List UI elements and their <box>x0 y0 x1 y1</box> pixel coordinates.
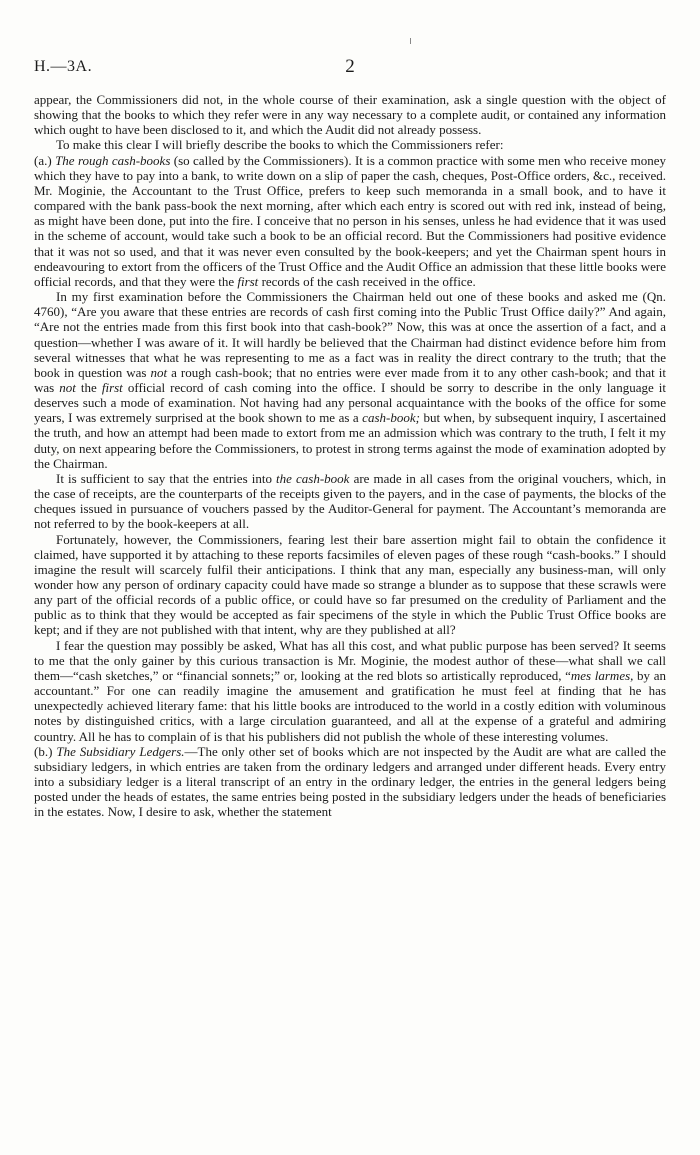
italic-text: first <box>237 273 259 289</box>
text-run: but when, by subsequent inquiry, I ascertained the truth, and how an attempt had been made to extort from me an admission which was contrary to the truth, I felt it my duty, on next appearing before the Commissioners, to protest in strong terms against the mode of examination adopted by the Chairman. <box>34 410 666 471</box>
paragraph <box>34 153 666 289</box>
text-run: Fortunately, however, the Commissioners, fearing lest their bare assertion might fail to obtain the confidence it claimed, have supported it by attaching to these reports facsimiles of eleven pages of these rough “cash-books.” I should imagine the result will scarcely fulfil their anticipations. I think that any man, especially any business-man, will only wonder how any person of ordinary capacity could have made so strange a blunder as to suppose that these scrawls were any part of the official records of a public office, or could have so far presumed on the credulity of Parliament and the public as to think that they would be accepted as fair specimens of the style in which the Public Trust Office books are kept; and if they are not published with that intent, why are they published at all? <box>34 531 666 638</box>
text-run: —The only other set of books which are not inspected by the Audit are what are called the subsidiary ledgers, in which entries are taken from the ordinary ledgers and arranged under different heads. Every entry into a subsidiary ledger is a literal transcript of an entry in the ordinary ledger, the entries in the general ledgers being posted under the heads of estates, the same entries being posted in the subsidiary ledgers under the heads of beneficiaries in the estates. Now, I desire to ask, whether the statement <box>34 743 666 820</box>
italic-text: not <box>59 379 76 395</box>
italic-text: not <box>150 364 168 380</box>
paragraph <box>34 744 666 820</box>
text-run: (b.) <box>34 743 57 759</box>
text-run: by an accountant.” For one can readily imagine the amusement and gratification he must feel at finding that he has unexpectedly achieved literary fame: that his little books are introduced to the world in a costly edition with voluminous notes by distinguished critics, with a large circulation guaranteed, and all at the expense of a grateful and admiring country. All he has to complain of is that his publishers did not publish the whole of these interesting volumes. <box>34 667 666 744</box>
text-run: To make this clear I will briefly describe the books to which the Commissioners refer: <box>56 137 504 153</box>
text-run: I fear the question may possibly be asked, What has all this cost, and what public purpose has been served? It seems to me that the only gainer by this curious transaction is Mr. Moginie, the modest author of these—what shall we call them—“cash sketches,” or “financial sonnets;” or, looking at the red blots so artistically reproduced, “ <box>34 637 666 683</box>
italic-text: first <box>101 379 123 395</box>
paragraph <box>34 289 666 471</box>
text-run: (a.) <box>34 152 56 168</box>
text-run: (so called by the Commissioners). It is a common practice with some men who receive money which they have to pay into a bank, to write down on a slip of paper the cash, cheques, Post-Office orders, &c., received. Mr. Moginie, the Accountant to the Trust Office, prefers to keep such memoranda in a small book, and to have it compared with the bank pass-book the next morning, after which each entry is scored out with red ink, instead of being, as might have been done, put into the fire. I conceive that no person in his senses, unless he had evidence that it was used in the scheme of account, would take such a book to be an official record. But the Commissioners had positive evidence that it was not so used, and that it was never even consulted by the book-keepers; and yet the Chairman spent hours in endeavouring to extort from the officers of the Trust Office and the Audit Office an admission that these little books were official records, and that they were the <box>34 152 666 289</box>
paragraph <box>34 638 666 744</box>
page-number: 2 <box>345 56 355 77</box>
italic-text: the cash-book <box>276 470 350 486</box>
paragraph <box>34 471 666 532</box>
document-reference: H.—3A. <box>34 58 93 75</box>
text-run: the <box>75 379 102 395</box>
text-run: appear, the Commissioners did not, in the whole course of their examination, ask a single question with the object of showing that the books to which they refer were in any way necessary to a complete audit, or contained any information which ought to have been disclosed to it, and which the Audit did not already possess. <box>34 92 666 138</box>
scan-mark <box>410 38 411 44</box>
text-run: are made in all cases from the original vouchers, which, in the case of receipts, are the counterparts of the receipts given to the payers, and in the case of payments, the blocks of the cheques issued in pursuance of vouchers passed by the Auditor-General for payment. The Accountant’s memoranda are not referred to by the book-keepers at all. <box>34 470 667 532</box>
page-header <box>34 58 666 80</box>
text-run: It is sufficient to say that the entries into <box>56 470 277 486</box>
body-text <box>34 92 666 820</box>
text-run: In my first examination before the Commissioners the Chairman held out one of these books and asked me (Qn. 4760), “Are you aware that these entries are records of cash first coming into the Public Trust Office daily?” And again, “Are not the entries made from this first book into that cash-book?” Now, this was at once the assertion of a fact, and a question—whether I was aware of it. It will hardly be believed that the Chairman had distinct evidence before him from several witnesses that what he was representing to me as a fact was in reality the direct contrary to the truth; that the book in question was <box>34 289 666 380</box>
paragraph <box>34 92 666 137</box>
paragraph <box>34 137 666 152</box>
italic-text: The rough cash-books <box>55 152 171 168</box>
text-run: records of the cash received in the office. <box>258 273 476 289</box>
text-run: official record of cash coming into the office. I should be sorry to describe in the only language it deserves such a mode of examination. Not having had any personal acquaintance with the books of the office for some years, I was extremely surprised at the book shown to me as a <box>34 379 666 426</box>
italic-text: cash-book; <box>362 410 420 426</box>
text-run: a rough cash-book; that no entries were ever made from it to any other cash-book; and that it was <box>34 364 666 395</box>
paragraph <box>34 532 666 638</box>
italic-text: mes larmes, <box>570 667 634 683</box>
italic-text: The Subsidiary Ledgers. <box>56 743 185 759</box>
